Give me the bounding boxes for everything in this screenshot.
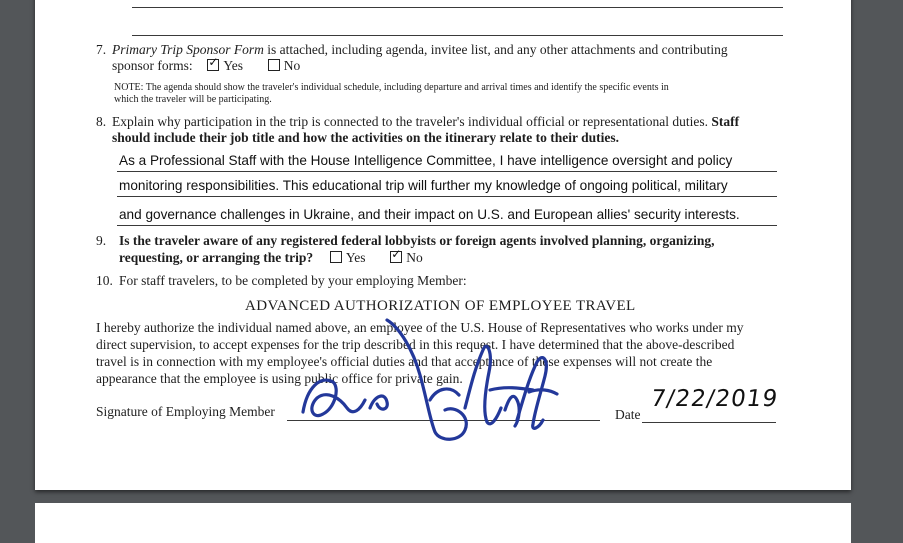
signature-stroke bbox=[430, 389, 459, 400]
document-page bbox=[35, 0, 851, 490]
item-8-answer-line-3: and governance challenges in Ukraine, and their impact on U.S. and European allies' security interests. bbox=[119, 207, 740, 222]
signature-stroke bbox=[387, 320, 466, 439]
signature-stroke bbox=[517, 358, 546, 429]
item-8-number: 8. bbox=[96, 114, 107, 129]
item-7-note-line1: NOTE: The agenda should show the traveler's individual schedule, including departure and arrival times and identify the specific events in bbox=[114, 82, 669, 93]
authorization-line-2: direct supervision, to accept expenses for the trip described in this request. I have determined that the above-described bbox=[96, 337, 735, 352]
item-9-no-label: No bbox=[406, 250, 423, 265]
signature-stroke bbox=[465, 346, 501, 423]
handwritten-signature bbox=[35, 0, 851, 490]
sponsor-form-name: Primary Trip Sponsor Form bbox=[112, 42, 264, 57]
authorization-line-1: I hereby authorize the individual named above, an employee of the U.S. House of Representatives who works under my bbox=[96, 320, 744, 335]
item-10-text: For staff travelers, to be completed by your employing Member: bbox=[119, 273, 467, 288]
item-8-line2: should include their job title and how the activities on the itinerary relate to their duties. bbox=[112, 130, 619, 145]
next-page bbox=[35, 503, 851, 543]
item-8-answer-line-1: As a Professional Staff with the House Intelligence Committee, I have intelligence oversight and policy bbox=[119, 153, 733, 168]
signature-stroke bbox=[490, 388, 533, 390]
item-10-number: 10. bbox=[96, 273, 113, 288]
item-8-answer-line-2: monitoring responsibilities. This educational trip will further my knowledge of ongoing political, military bbox=[119, 178, 728, 193]
item-7-yes-label: Yes bbox=[223, 58, 244, 73]
authorization-line-3: travel is in connection with my employee's official duties and that acceptance of these expenses will not create the bbox=[96, 354, 713, 369]
item-7-note-line2: which the traveler will be participating. bbox=[114, 94, 272, 105]
item-9-number: 9. bbox=[96, 233, 107, 248]
authorization-title: ADVANCED AUTHORIZATION OF EMPLOYEE TRAVEL bbox=[245, 298, 636, 314]
item-7-number: 7. bbox=[96, 42, 107, 57]
item-9-question-end: requesting, or arranging the trip? bbox=[119, 250, 314, 265]
date-label: Date bbox=[615, 407, 641, 422]
item-7-text: is attached, including agenda, invitee list, and any other attachments and contributing bbox=[267, 42, 728, 57]
item-7-sponsor-forms-label: sponsor forms: bbox=[112, 58, 193, 73]
signature-stroke bbox=[303, 380, 365, 415]
date-value: 7/22/2019 bbox=[649, 386, 780, 412]
item-9-yes-label: Yes bbox=[345, 250, 366, 265]
authorization-line-4: appearance that the employee is using public office for private gain. bbox=[96, 371, 463, 386]
signature-stroke bbox=[370, 396, 387, 409]
item-7-no-label: No bbox=[283, 58, 301, 73]
item-8-question: Explain why participation in the trip is connected to the traveler's individual official or representational duties. bbox=[112, 114, 709, 129]
item-9-line1: Is the traveler aware of any registered federal lobbyists or foreign agents involved planning, organizing, bbox=[119, 233, 715, 248]
signature-label: Signature of Employing Member bbox=[96, 404, 275, 419]
item-8-staff-bold: Staff bbox=[711, 114, 740, 129]
